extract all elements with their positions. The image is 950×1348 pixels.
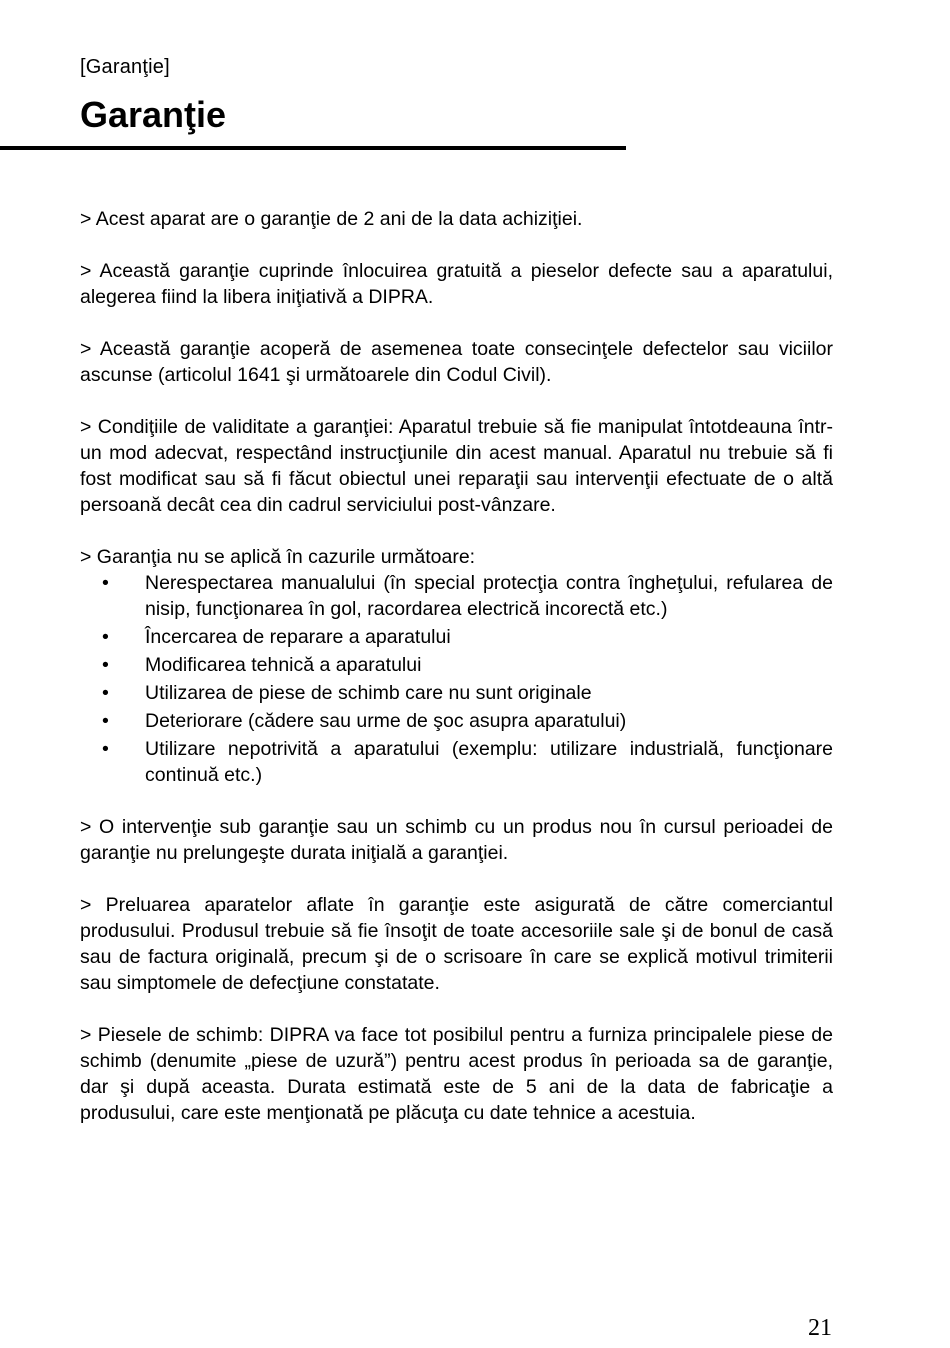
list-item (80, 652, 833, 678)
bullet-icon: • (102, 682, 109, 704)
page-number: 21 (808, 1315, 832, 1341)
list-item (80, 736, 833, 788)
list-item-text: Deteriorare (cădere sau urme de şoc asupra aparatului) (145, 710, 627, 732)
list-item (80, 570, 833, 622)
list-item (80, 624, 833, 650)
list-item (80, 680, 833, 706)
list-item (80, 708, 833, 734)
warranty-coverage-paragraph: > Această garanţie cuprinde înlocuirea gratuită a pieselor defecte sau a aparatului, alegerea fiind la libera iniţiativă a DIPRA. (80, 260, 833, 308)
bullet-icon: • (102, 572, 109, 594)
warranty-duration-paragraph: > Acest aparat are o garanţie de 2 ani de la data achiziţiei. (80, 208, 583, 230)
title-underline-divider (0, 146, 626, 150)
bullet-icon: • (102, 710, 109, 732)
no-extension-paragraph: > O intervenţie sub garanţie sau un schimb cu un produs nou în cursul perioadei de garanţie nu prelungeşte durata iniţială a garanţiei. (80, 816, 833, 864)
list-item-text: Nerespectarea manualului (în special protecţia contra îngheţului, refularea de nisip, funcţionarea în gol, racordarea electrică incorectă etc.) (145, 572, 833, 620)
exclusions-list (80, 570, 833, 788)
list-item-text: Modificarea tehnică a aparatului (145, 654, 422, 676)
list-item-text: Utilizarea de piese de schimb care nu sunt originale (145, 682, 592, 704)
exclusions-lead: > Garanţia nu se aplică în cazurile următoare: (80, 546, 476, 568)
list-item-text: Încercarea de reparare a aparatului (145, 626, 451, 648)
return-procedure-paragraph: > Preluarea aparatelor aflate în garanţie este asigurată de către comerciantul produsului. Produsul trebuie să fie însoţit de toate accesoriile sale şi de bonul de casă sau de factura originală, precum şi de o scrisoare în care se explică motivul trimiterii sau simptomele de defecţiune constatate. (80, 894, 833, 994)
list-item-text: Utilizare nepotrivită a aparatului (exemplu: utilizare industrială, funcţionare continuă etc.) (145, 738, 833, 786)
warranty-content (80, 206, 833, 1152)
validity-conditions-paragraph: > Condiţiile de validitate a garanţiei: Aparatul trebuie să fie manipulat întotdeauna într-un mod adecvat, respectând instrucţiunile din acest manual. Aparatul nu trebuie să fi fost modificat sau să fi făcut obiectul unei reparaţii sau intervenţii efectuate de o altă persoană decât cea din cadrul serviciului post-vânzare. (80, 416, 833, 516)
page-title: Garanţie (80, 94, 227, 135)
hidden-defects-paragraph: > Această garanţie acoperă de asemenea toate consecinţele defectelor sau viciilor ascunse (articolul 1641 şi următoarele din Codul Civil). (80, 338, 833, 386)
bullet-icon: • (102, 626, 109, 648)
bullet-icon: • (102, 654, 109, 676)
bullet-icon: • (102, 738, 109, 760)
section-breadcrumb: [Garanţie] (80, 56, 170, 78)
spare-parts-paragraph: > Piesele de schimb: DIPRA va face tot posibilul pentru a furniza principalele piese de schimb (denumite „piese de uzură”) pentru acest produs în perioada sa de garanţie, dar şi după aceasta. Durata estimată este de 5 ani de la data de fabricaţie a produsului, care este menţionată pe plăcuţa cu date tehnice a acestuia. (80, 1024, 833, 1124)
